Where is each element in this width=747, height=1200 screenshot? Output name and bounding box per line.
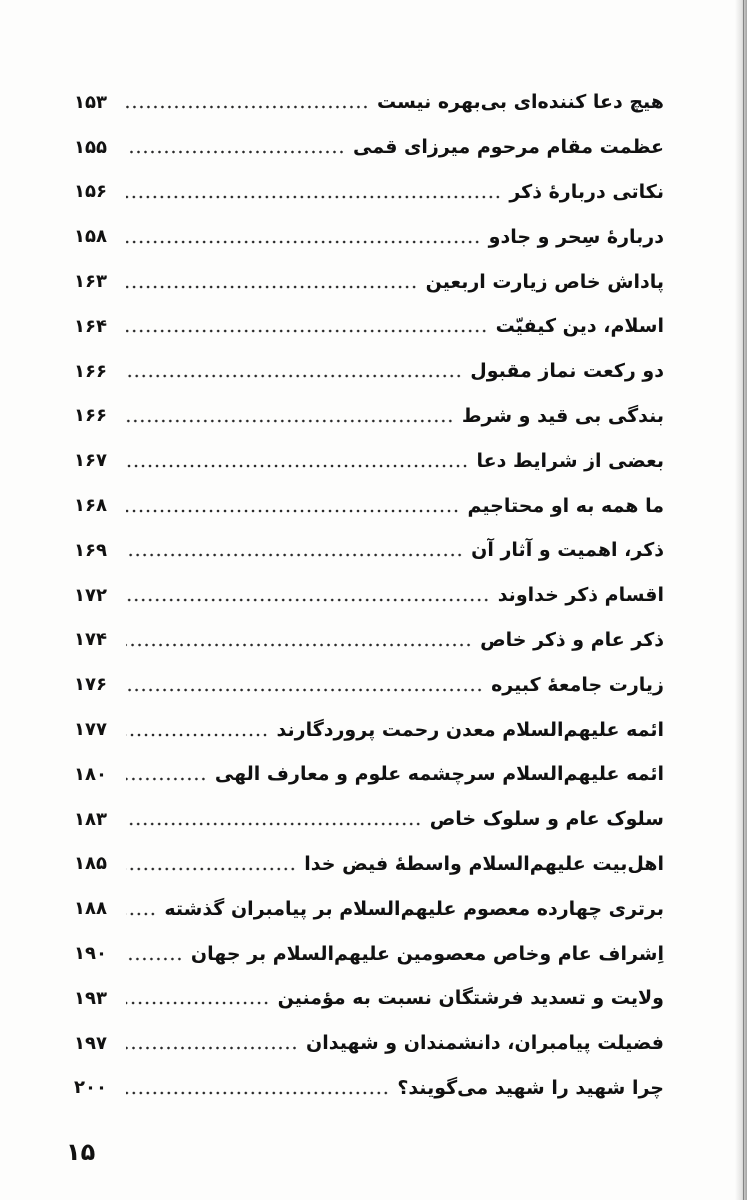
toc-entry-page: ۱۷۶ [74, 674, 107, 696]
toc-entry [74, 528, 664, 573]
toc-entry-title: سلوک عام و سلوک خاص [429, 808, 664, 831]
toc-entry [74, 662, 664, 707]
dot-leader [126, 598, 490, 602]
toc-entry [74, 886, 664, 931]
toc-entry-page: ۱۹۳ [74, 987, 107, 1009]
toc-entry-page: ۱۹۷ [74, 1032, 107, 1054]
toc-entry-title: ائمه علیهم‌السلام سرچشمه علوم و معارف الهی [214, 763, 664, 786]
toc-entry-title: بندگی بی قید و شرط [461, 404, 664, 427]
dot-leader [126, 329, 488, 333]
toc-entry-title: دو رکعت نماز مقبول [470, 360, 664, 383]
toc-entry [74, 304, 664, 349]
toc-entry-page: ۱۵۶ [74, 181, 107, 203]
toc-entry [74, 125, 664, 170]
dot-leader [126, 419, 454, 423]
dot-leader [126, 285, 418, 289]
dot-leader [126, 777, 207, 781]
toc-entry-page: ۱۷۷ [74, 719, 107, 741]
toc-entry-title: دربارهٔ سِحر و جادو [488, 225, 664, 248]
dot-leader [126, 1091, 389, 1095]
toc-entry-title: زیارت جامعهٔ کبیره [491, 673, 664, 696]
toc-entry [74, 214, 664, 259]
dot-leader [126, 105, 369, 109]
toc-entry-title: بعضی از شرایط دعا [476, 449, 664, 472]
toc-entry [74, 394, 664, 439]
toc-entry-title: اسلام، دین کیفیّت [495, 315, 664, 338]
toc-entry-page: ۱۶۸ [74, 495, 107, 517]
toc-entry-page: ۲۰۰ [74, 1077, 107, 1099]
toc-entry [74, 618, 664, 663]
dot-leader [126, 553, 463, 557]
toc-entry-title: ولایت و تسدید فرشتگان نسبت به مؤمنین [277, 987, 664, 1010]
toc-entry-title: ذکر، اهمیت و آثار آن [471, 539, 664, 562]
dot-leader [126, 733, 269, 737]
toc-entry [74, 1066, 664, 1111]
toc-entry-page: ۱۶۹ [74, 539, 107, 561]
page-edge-line [743, 0, 744, 1200]
toc-entry-title: پاداش خاص زیارت اربعین [425, 270, 664, 293]
toc-entry [74, 483, 664, 528]
toc-entry [74, 170, 664, 215]
dot-leader [126, 374, 462, 378]
toc-entry [74, 931, 664, 976]
toc-entry-title: عظمت مقام مرحوم میرزای قمی [352, 136, 664, 159]
toc-entry-title: اقسام ذکر خداوند [497, 584, 664, 607]
toc-entry [74, 707, 664, 752]
toc-entry-page: ۱۸۳ [74, 808, 107, 830]
toc-entry-page: ۱۶۶ [74, 405, 107, 427]
dot-leader [126, 822, 422, 826]
dot-leader [126, 509, 460, 513]
dot-leader [126, 150, 345, 154]
toc-entry-page: ۱۶۳ [74, 271, 107, 293]
toc-entry-page: ۱۸۰ [74, 763, 107, 785]
toc-entry [74, 80, 664, 125]
toc-entry-page: ۱۹۰ [74, 943, 107, 965]
toc-entry [74, 752, 664, 797]
dot-leader [126, 867, 296, 871]
dot-leader [126, 957, 183, 961]
toc-entry-title: چرا شهید را شهید می‌گویند؟ [397, 1076, 664, 1099]
dot-leader [126, 643, 472, 647]
dot-leader [126, 688, 483, 692]
dot-leader [126, 1046, 298, 1050]
toc-entry [74, 438, 664, 483]
toc-entry-title: فضیلت پیامبران، دانشمندان و شهیدان [306, 1032, 664, 1055]
toc-entry [74, 573, 664, 618]
toc-entry [74, 842, 664, 887]
toc-entry-page: ۱۵۵ [74, 136, 107, 158]
toc-entry-title: برتری چهارده معصوم علیهم‌السلام بر پیامبران گذشته [164, 897, 664, 920]
toc-entry [74, 1021, 664, 1066]
toc-entry-page: ۱۷۴ [74, 629, 107, 651]
toc-entry-title: هیچ دعا کننده‌ای بی‌بهره نیست [376, 91, 664, 114]
toc-entry [74, 349, 664, 394]
toc-entry-page: ۱۸۵ [74, 853, 107, 875]
toc-entry-title: ذکر عام و ذکر خاص [480, 628, 664, 651]
dot-leader [126, 912, 156, 916]
dot-leader [126, 1001, 270, 1005]
toc-entry-title: اِشراف عام وخاص معصومین علیهم‌السلام بر جهان [190, 942, 664, 965]
toc-entry-page: ۱۸۸ [74, 898, 107, 920]
toc-entry-page: ۱۵۳ [74, 91, 107, 113]
toc-entry-title: نکاتی دربارهٔ ذکر [509, 180, 664, 203]
toc-entry-page: ۱۷۲ [74, 584, 107, 606]
page-number: ۱۵ [66, 1138, 96, 1166]
toc-entry-title: ائمه علیهم‌السلام معدن رحمت پروردگارند [276, 718, 664, 741]
toc-entry-title: ما همه به او محتاجیم [467, 494, 664, 517]
toc-entry-title: اهل‌بیت علیهم‌السلام واسطهٔ فیض خدا [304, 852, 664, 875]
toc-entry [74, 259, 664, 304]
table-of-contents [74, 80, 664, 1110]
toc-entry [74, 797, 664, 842]
toc-entry [74, 976, 664, 1021]
toc-entry-page: ۱۶۴ [74, 315, 107, 337]
toc-entry-page: ۱۶۶ [74, 360, 107, 382]
toc-entry-page: ۱۶۷ [74, 450, 107, 472]
dot-leader [126, 464, 469, 468]
dot-leader [126, 240, 481, 244]
toc-entry-page: ۱۵۸ [74, 226, 107, 248]
dot-leader [126, 195, 501, 199]
page-edge-shadow [735, 0, 747, 1200]
